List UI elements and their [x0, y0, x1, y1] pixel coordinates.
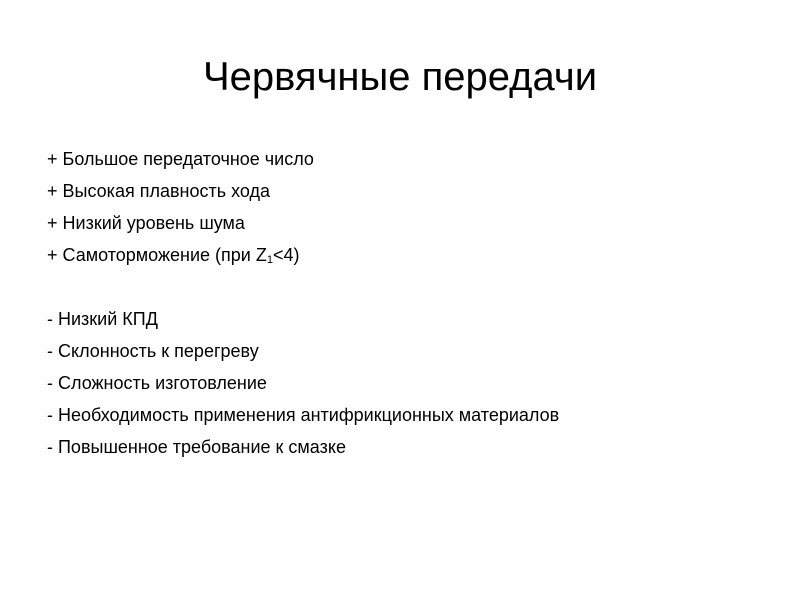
self-braking-suffix: <4) [272, 245, 300, 265]
disadvantage-item: - Необходимость применения антифрикционных материалов [47, 405, 560, 425]
disadvantage-item: - Низкий КПД [47, 309, 158, 329]
slide-title: Червячные передачи [202, 55, 598, 99]
advantage-item: + Низкий уровень шума [47, 213, 245, 233]
disadvantage-item: - Сложность изготовление [47, 373, 267, 393]
advantage-item: + Высокая плавность хода [47, 181, 271, 201]
self-braking-subscript: 1 [266, 254, 273, 266]
bullet-list [47, 145, 767, 465]
self-braking-prefix: + Самоторможение (при Z [47, 245, 267, 265]
list-spacer [47, 273, 767, 305]
disadvantage-item: - Склонность к перегреву [47, 341, 259, 361]
advantage-item-self-braking [47, 241, 767, 273]
disadvantage-item: - Повышенное требование к смазке [47, 437, 346, 457]
advantage-item: + Большое передаточное число [47, 149, 314, 169]
